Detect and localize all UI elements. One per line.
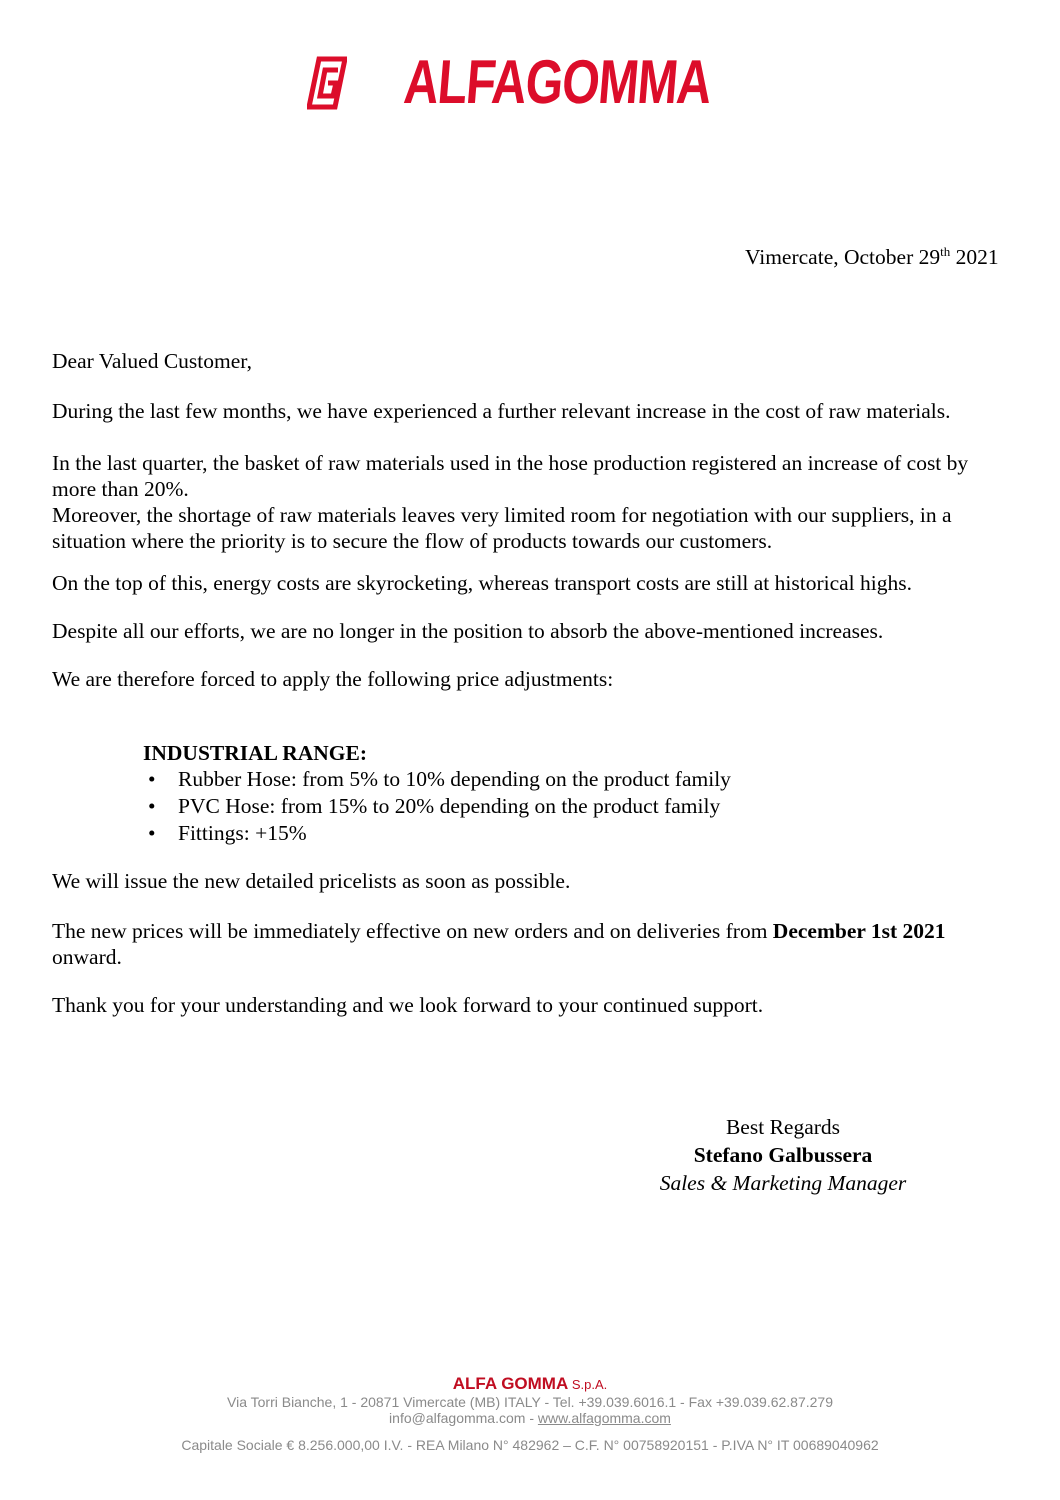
paragraph-energy-costs: On the top of this, energy costs are skyrocketing, whereas transport costs are still at historical highs. (52, 571, 912, 595)
paragraph-price-adjustments-intro: We are therefore forced to apply the following price adjustments: (52, 667, 614, 691)
alfagomma-g-icon (307, 56, 347, 110)
list-item (148, 820, 731, 847)
paragraph-text: The new prices will be immediately effective on new orders and on deliveries from (52, 919, 773, 943)
paragraph-raw-materials: During the last few months, we have experienced a further relevant increase in the cost of raw materials. (52, 399, 951, 423)
paragraph-despite-efforts: Despite all our efforts, we are no longer in the position to absorb the above-mentioned increases. (52, 619, 884, 643)
paragraph-thank-you: Thank you for your understanding and we look forward to your continued support. (52, 993, 764, 1017)
footer-contact-line (0, 1410, 1060, 1426)
footer-legal-line: Capitale Sociale € 8.256.000,00 I.V. - REA Milano N° 482962 – C.F. N° 00758920151 - P.IVA N° IT 00689040962 (181, 1437, 879, 1453)
signature-block (583, 1113, 983, 1197)
industrial-range-list (148, 766, 731, 847)
logo-wordmark: ALFAGOMMA (400, 48, 714, 117)
signature-regards: Best Regards (725, 1115, 841, 1139)
logo (0, 48, 1060, 117)
bullet-icon: • (148, 794, 156, 818)
paragraph-line (52, 918, 946, 944)
paragraph-line: Moreover, the shortage of raw materials leaves very limited room for negotiation with our suppliers, in a (52, 503, 952, 527)
paragraph-line: In the last quarter, the basket of raw materials used in the hose production registered an increase of cost by (52, 451, 969, 475)
paragraph-line: more than 20%. (52, 477, 189, 501)
list-item (148, 766, 731, 793)
list-item-text: Rubber Hose: from 5% to 10% depending on the product family (178, 767, 731, 791)
date-ordinal: th (940, 243, 951, 259)
list-item-text: Fittings: +15% (178, 821, 307, 845)
footer-company-line (0, 1374, 1060, 1394)
paragraph-last-quarter (52, 450, 968, 554)
salutation: Dear Valued Customer, (52, 349, 252, 373)
footer-company-suffix: S.p.A. (568, 1377, 608, 1392)
footer-email: info@alfagomma.com (389, 1410, 526, 1426)
date-text: Vimercate, October 29 (745, 245, 941, 269)
paragraph-line: situation where the priority is to secure the flow of products towards our customers. (52, 529, 773, 553)
bullet-icon: • (148, 767, 156, 791)
paragraph-effective-date (52, 918, 946, 970)
date-line (745, 245, 999, 270)
paragraph-line: onward. (52, 945, 122, 969)
footer-separator: - (525, 1410, 538, 1426)
list-item (148, 793, 731, 820)
footer-company-name: ALFA GOMMA (452, 1374, 569, 1393)
footer-address-line: Via Torri Bianche, 1 - 20871 Vimercate (MB) ITALY - Tel. +39.039.6016.1 - Fax +39.039.62.87.279 (227, 1394, 833, 1410)
signature-name: Stefano Galbussera (693, 1143, 873, 1167)
footer-website-link[interactable]: www.alfagomma.com (537, 1410, 671, 1426)
list-item-text: PVC Hose: from 15% to 20% depending on the product family (178, 794, 721, 818)
signature-title: Sales & Marketing Manager (659, 1171, 907, 1195)
date-year: 2021 (950, 245, 999, 269)
paragraph-pricelists: We will issue the new detailed pricelists as soon as possible. (52, 869, 571, 893)
industrial-range-heading: INDUSTRIAL RANGE: (143, 741, 367, 765)
bullet-icon: • (148, 821, 156, 845)
effective-date-bold: December 1st 2021 (772, 919, 946, 943)
